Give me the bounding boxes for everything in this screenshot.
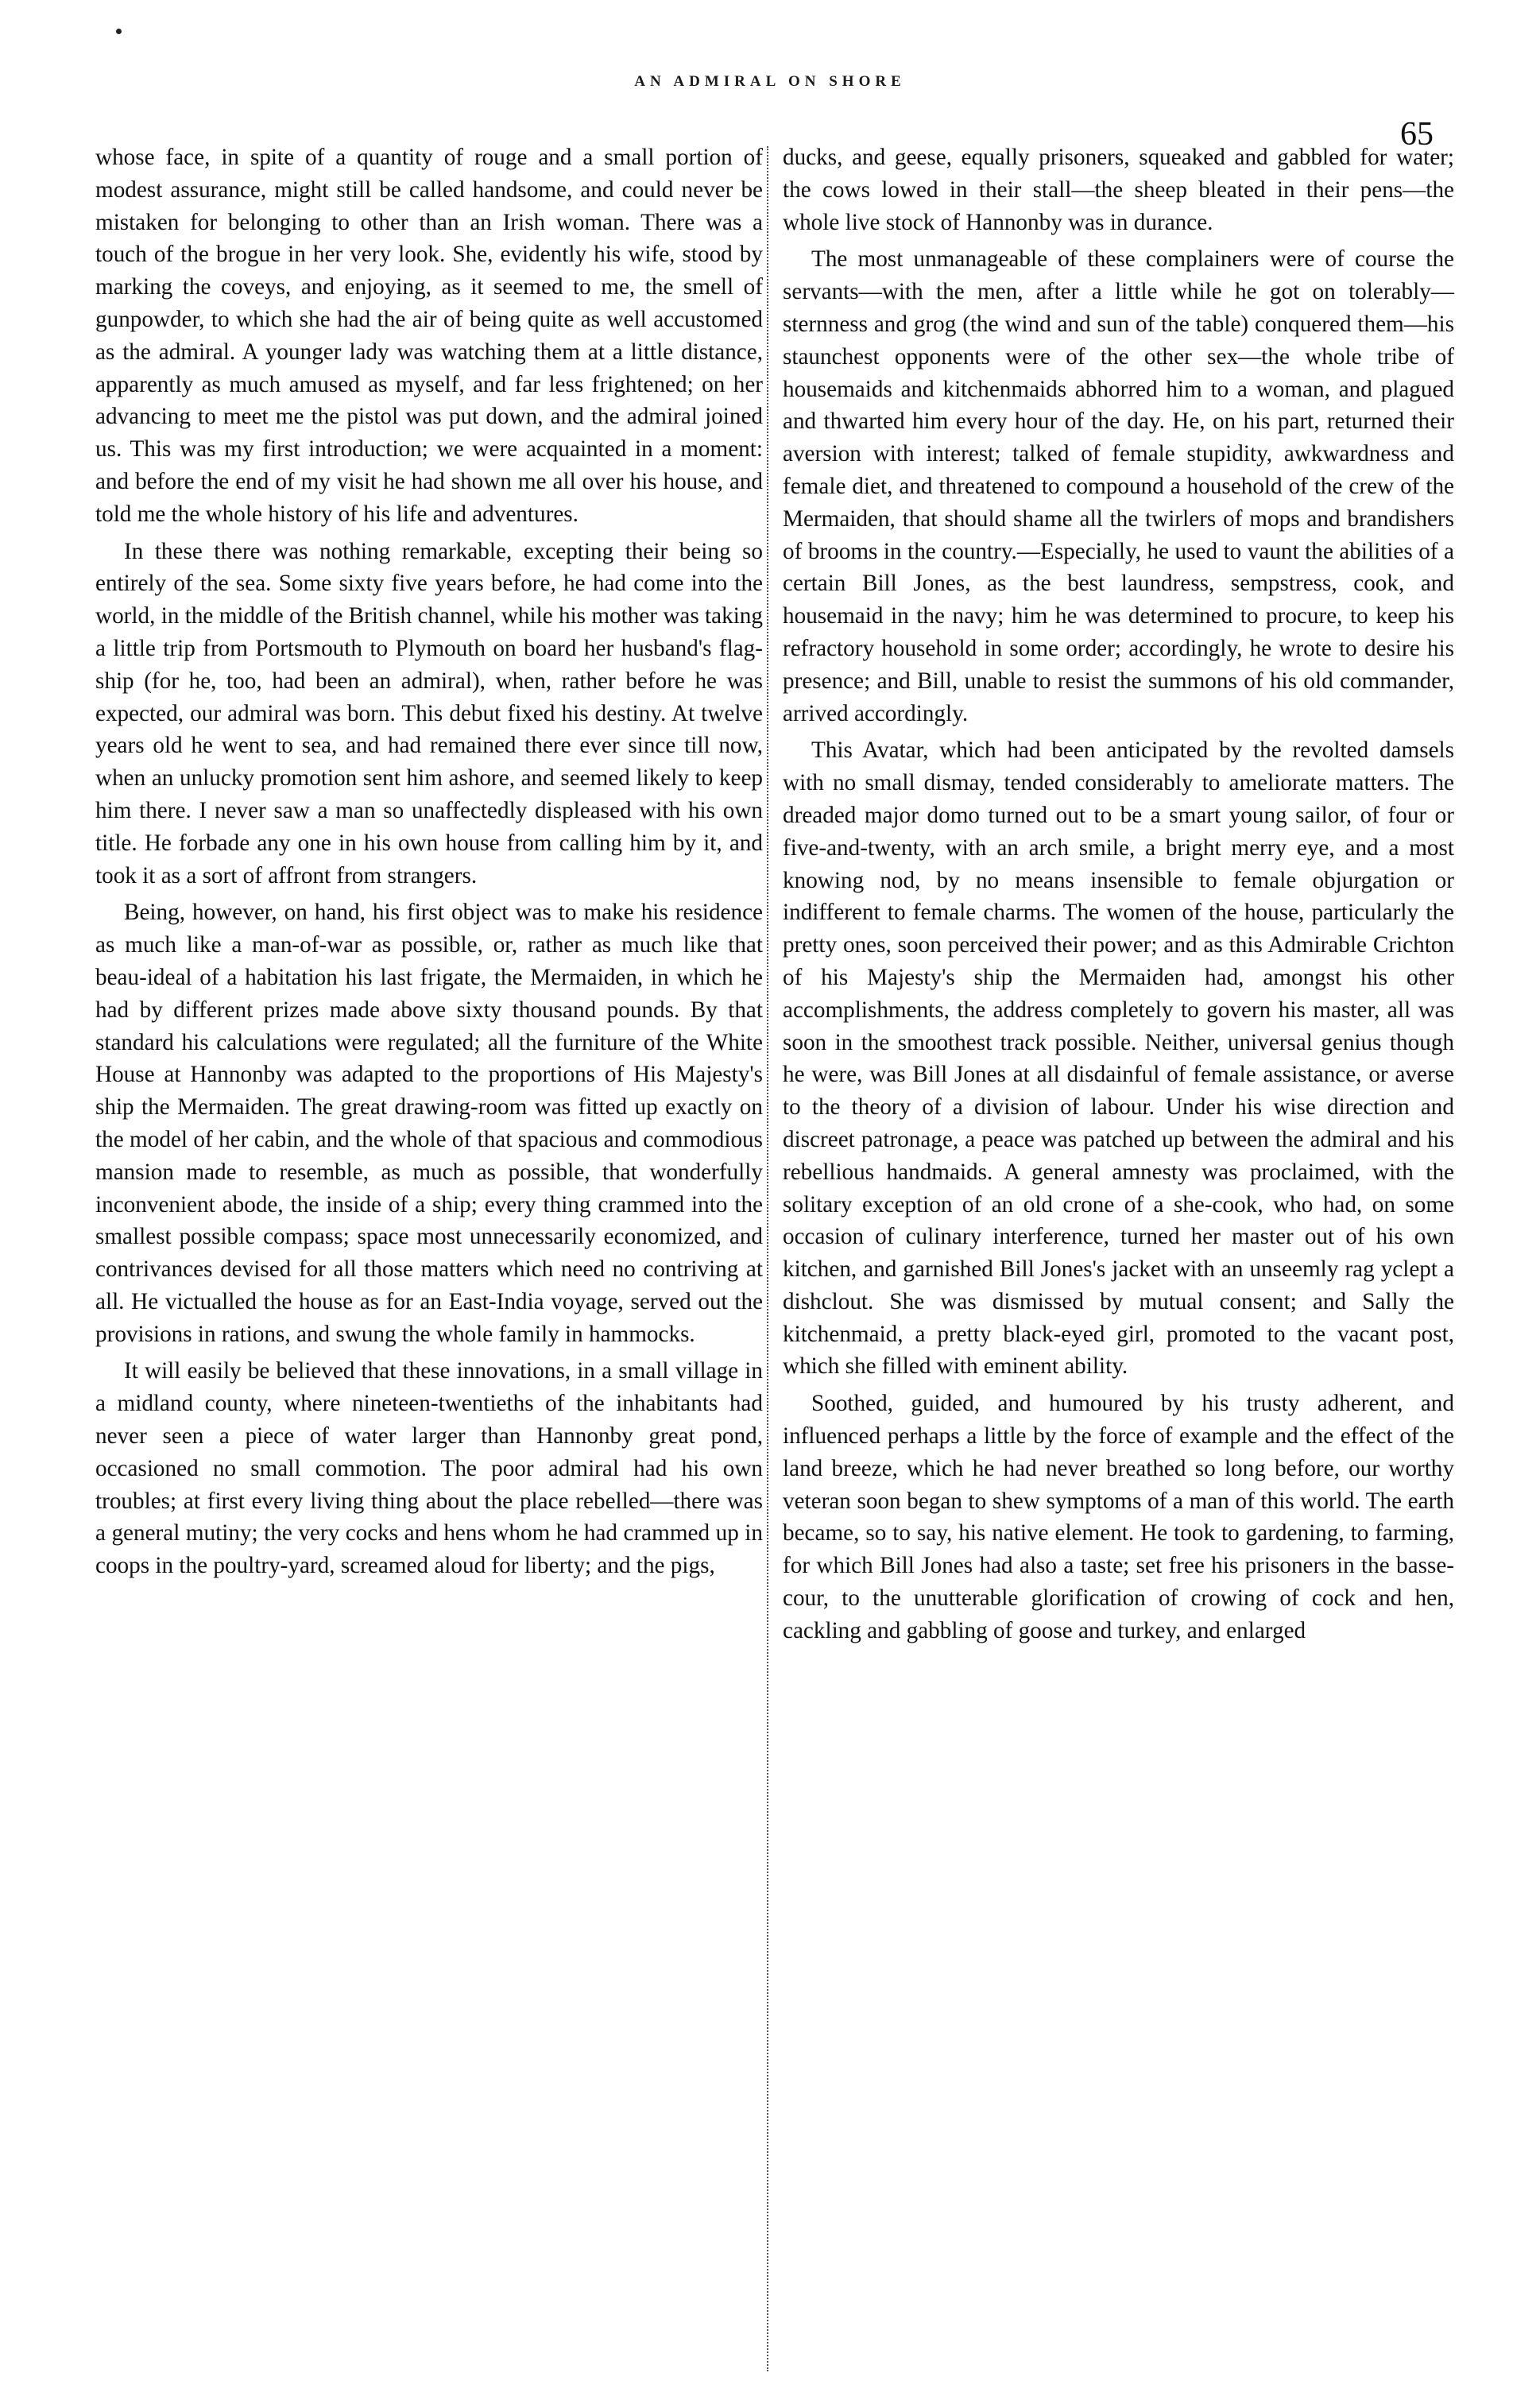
paragraph: It will easily be believed that these innovations, in a small village in a midland county, where nineteen-twentieths of the inhabitants had never seen a piece of water larger than Hannonby great pond, occasioned no small commotion. The poor admiral had his own troubles; at first every living thing about the place rebelled—there was a general mutiny; the very cocks and hens whom he had crammed up in coops in the poultry-yard, screamed aloud for liberty; and the pigs, xyxy=(95,1358,763,1579)
running-title: AN ADMIRAL ON SHORE xyxy=(634,73,906,90)
paragraph: Being, however, on hand, his first object was to make his residence as much like a man-of-war as possible, or, rather as much like that beau-ideal of a habitation his last frigate, the Mermaiden, in which he had by different prizes made above sixty thousand pounds. By that standard his calculations were regulated; all the furniture of the White House at Hannonby was adapted to the proportions of His Majesty's ship the Mermaiden. The great drawing-room was fitted up exactly on the model of her cabin, and the whole of that spacious and commodious mansion made to resemble, as much as possible, that wonderfully inconvenient abode, the inside of a ship; every thing crammed into the smallest possible compass; space most unnecessarily economized, and contrivances devised for all those matters which need no contriving at all. He victualled the house as for an East-India voyage, served out the provisions in rations, and swung the whole family in hammocks. xyxy=(95,900,763,1347)
right-column xyxy=(783,141,1454,1647)
ink-speck xyxy=(116,29,122,34)
paragraph: The most unmanageable of these complainers were of course the servants—with the men, after a little while he got on tolerably—sternness and grog (the wind and sun of the table) conquered them—his staunchest opponents were of the other sex—the whole tribe of housemaids and kitchenmaids abhorred him to a woman, and plagued and thwarted him every hour of the day. He, on his part, returned their aversion with interest; talked of female stupidity, awkwardness and female diet, and threatened to compound a household of the crew of the Mermaiden, that should shame all the twirlers of mops and brandishers of brooms in the country.—Especially, he used to vaunt the abilities of a certain Bill Jones, as the best laundress, sempstress, cook, and housemaid in the navy; him he was determined to procure, to keep his refractory household in some order; accordingly, he wrote to desire his presence; and Bill, unable to resist the summons of his old commander, arrived accordingly. xyxy=(783,246,1454,726)
paragraph: In these there was nothing remarkable, excepting their being so entirely of the sea. Some sixty five years before, he had come into the world, in the middle of the British channel, while his mother was taking a little trip from Portsmouth to Plymouth on board her husband's flag-ship (for he, too, had been an admiral), when, rather before he was expected, our admiral was born. This debut fixed his destiny. At twelve years old he went to sea, and had remained there ever since till now, when an unlucky promotion sent him ashore, and seemed likely to keep him there. I never saw a man so unaffectedly displeased with his own title. He forbade any one in his own house from calling him by it, and took it as a sort of affront from strangers. xyxy=(95,538,763,888)
page-number: 65 xyxy=(1400,116,1434,153)
column-divider xyxy=(767,146,768,2371)
paragraph: whose face, in spite of a quantity of rouge and a small portion of modest assurance, might still be called handsome, and could never be mistaken for belonging to other than an Irish woman. There was a touch of the brogue in her very look. She, evidently his wife, stood by marking the coveys, and enjoying, as it seemed to me, the smell of gunpowder, to which she had the air of being quite as well accustomed as the admiral. A younger lady was watching them at a little distance, apparently as much amused as myself, and far less frightened; on her advancing to meet me the pistol was put down, and the admiral joined us. This was my first introduction; we were acquainted in a moment: and before the end of my visit he had shown me all over his house, and told me the whole history of his life and adventures. xyxy=(95,145,763,527)
paragraph: This Avatar, which had been anticipated by the revolted damsels with no small dismay, tended considerably to ameliorate matters. The dreaded major domo turned out to be a smart young sailor, of four or five-and-twenty, with an arch smile, a bright merry eye, and a most knowing nod, by no means insensible to female objurgation or indifferent to female charms. The women of the house, particularly the pretty ones, soon perceived their power; and as this Admirable Crichton of his Majesty's ship the Mermaiden had, amongst his other accomplishments, the address completely to govern his master, all was soon in the smoothest track possible. Neither, universal genius though he were, was Bill Jones at all disdainful of female assistance, or averse to the theory of a division of labour. Under his wise direction and discreet patronage, a peace was patched up between the admiral and his rebellious handmaids. A general amnesty was proclaimed, with the solitary exception of an old crone of a she-cook, who had, on some occasion of culinary interference, turned her master out of his own kitchen, and garnished Bill Jones's jacket with an unseemly rag yclept a dishclout. She was dismissed by mutual consent; and Sally the kitchenmaid, a pretty black-eyed girl, promoted to the vacant post, which she filled with eminent ability. xyxy=(783,737,1454,1380)
left-column xyxy=(95,141,763,1582)
paragraph: Soothed, guided, and humoured by his trusty adherent, and influenced perhaps a little by the force of example and the effect of the land breeze, which he had never breathed so long before, our worthy veteran soon began to shew symptoms of a man of this world. The earth became, so to say, his native element. He took to gardening, to farming, for which Bill Jones had also a taste; set free his prisoners in the basse-cour, to the unutterable glorification of crowing of cock and hen, cackling and gabbling of goose and turkey, and enlarged xyxy=(783,1391,1454,1643)
paragraph: ducks, and geese, equally prisoners, squeaked and gabbled for water; the cows lowed in their stall—the sheep bleated in their pens—the whole live stock of Hannonby was in durance. xyxy=(783,145,1454,235)
